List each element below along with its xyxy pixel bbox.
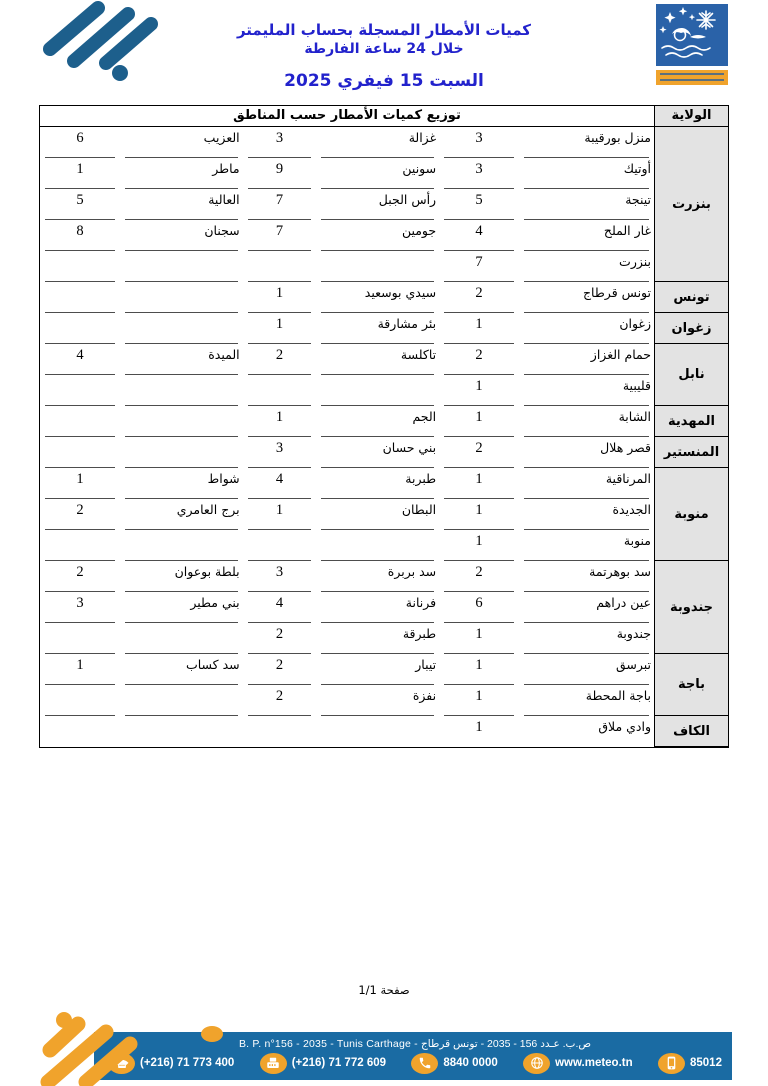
section-rows	[40, 561, 654, 654]
rain-value-cell: 7	[243, 220, 317, 251]
table-section	[40, 282, 728, 313]
rain-value-cell	[243, 251, 317, 282]
section-rows	[40, 282, 654, 313]
rain-value-cell	[40, 530, 120, 561]
governorate-cell: بنزرت	[654, 127, 728, 282]
rain-value-cell: 3	[243, 127, 317, 158]
table-row	[40, 685, 654, 716]
station-name-cell: جندوبة	[519, 623, 654, 654]
rain-value-cell: 1	[243, 406, 317, 437]
station-name-cell	[316, 375, 439, 406]
rain-value-cell: 6	[439, 592, 519, 623]
station-name-cell: سيدي بوسعيد	[316, 282, 439, 313]
station-name-cell: قليبية	[519, 375, 654, 406]
table-section	[40, 468, 728, 561]
report-date: السبت 15 فيفري 2025	[284, 71, 484, 91]
meteorology-emblem-icon	[656, 4, 728, 66]
rain-value-cell: 7	[439, 251, 519, 282]
rain-value-cell: 7	[243, 189, 317, 220]
rain-value-cell	[40, 375, 120, 406]
station-name-cell: الميدة	[120, 344, 243, 375]
rain-value-cell: 1	[439, 654, 519, 685]
page-subtitle: خلال 24 ساعة الفارطة	[304, 41, 464, 57]
rainfall-table	[39, 105, 729, 748]
rain-value-cell	[40, 623, 120, 654]
station-name-cell	[316, 716, 439, 747]
contact-label: 8840 0000	[443, 1057, 498, 1069]
rain-value-cell	[40, 406, 120, 437]
station-name-cell	[120, 530, 243, 561]
contact-label: 85012	[690, 1057, 722, 1069]
table-row	[40, 561, 654, 592]
station-name-cell: البطان	[316, 499, 439, 530]
governorate-cell: تونس	[654, 282, 728, 313]
station-name-cell: الجديدة	[519, 499, 654, 530]
station-name-cell: عين دراهم	[519, 592, 654, 623]
governorate-cell: باجة	[654, 654, 728, 716]
rain-value-cell: 2	[40, 499, 120, 530]
section-rows	[40, 716, 654, 747]
rain-value-cell: 5	[439, 189, 519, 220]
rain-value-cell: 4	[439, 220, 519, 251]
rain-value-cell: 2	[439, 282, 519, 313]
station-name-cell: تبرسق	[519, 654, 654, 685]
rain-value-cell: 1	[439, 623, 519, 654]
rain-value-cell: 1	[439, 468, 519, 499]
section-rows	[40, 127, 654, 282]
rain-value-cell: 8	[40, 220, 120, 251]
contact-label: www.meteo.tn	[555, 1057, 633, 1069]
table-row	[40, 220, 654, 251]
orange-stripes-icon	[38, 1002, 238, 1086]
rain-table-body	[40, 127, 728, 747]
contact-item	[411, 1053, 497, 1074]
station-name-cell: نفزة	[316, 685, 439, 716]
rain-value-cell	[40, 313, 120, 344]
station-name-cell	[120, 685, 243, 716]
rain-value-cell: 4	[40, 344, 120, 375]
footer-decoration	[38, 1002, 238, 1086]
governorate-cell: جندوبة	[654, 561, 728, 654]
rain-value-cell	[40, 251, 120, 282]
table-section	[40, 127, 728, 282]
page-title: كميات الأمطار المسجلة بحساب المليمتر	[236, 21, 532, 39]
rain-value-cell	[243, 716, 317, 747]
station-name-cell	[120, 623, 243, 654]
rain-value-cell: 3	[439, 127, 519, 158]
station-name-cell: الجم	[316, 406, 439, 437]
station-name-cell	[120, 375, 243, 406]
table-header-row	[40, 106, 728, 127]
rain-value-cell: 9	[243, 158, 317, 189]
rain-value-cell: 1	[243, 313, 317, 344]
table-row	[40, 344, 654, 375]
table-row	[40, 716, 654, 747]
section-rows	[40, 437, 654, 468]
station-name-cell: تاكلسة	[316, 344, 439, 375]
table-row	[40, 375, 654, 406]
rain-value-cell: 3	[40, 592, 120, 623]
rain-value-cell: 1	[40, 468, 120, 499]
station-name-cell	[120, 251, 243, 282]
station-name-cell: بني مطير	[120, 592, 243, 623]
rain-value-cell: 1	[243, 499, 317, 530]
station-name-cell: العالية	[120, 189, 243, 220]
station-name-cell	[120, 313, 243, 344]
table-row	[40, 437, 654, 468]
rain-value-cell	[40, 437, 120, 468]
station-name-cell: جومين	[316, 220, 439, 251]
station-name-cell: شواط	[120, 468, 243, 499]
contact-item	[260, 1053, 386, 1074]
rain-value-cell: 1	[439, 375, 519, 406]
table-row	[40, 127, 654, 158]
inm-logo	[656, 4, 728, 85]
station-name-cell: زغوان	[519, 313, 654, 344]
station-name-cell: ماطر	[120, 158, 243, 189]
rain-value-cell: 1	[439, 499, 519, 530]
table-row	[40, 158, 654, 189]
table-section	[40, 406, 728, 437]
governorate-cell: المهدية	[654, 406, 728, 437]
governorate-cell: نابل	[654, 344, 728, 406]
rain-value-cell: 2	[40, 561, 120, 592]
rain-value-cell: 4	[243, 592, 317, 623]
station-name-cell: فرنانة	[316, 592, 439, 623]
station-name-cell: بلطة بوعوان	[120, 561, 243, 592]
table-section	[40, 344, 728, 406]
station-name-cell: طبرقة	[316, 623, 439, 654]
report-header	[0, 20, 768, 91]
rain-value-cell: 2	[439, 344, 519, 375]
distribution-column-header: توزيع كميات الأمطار حسب المناطق	[40, 106, 654, 127]
station-name-cell	[120, 282, 243, 313]
section-rows	[40, 313, 654, 344]
contact-label: (+216) 71 772 609	[291, 1057, 387, 1069]
station-name-cell: سد بربرة	[316, 561, 439, 592]
rain-value-cell: 4	[243, 468, 317, 499]
table-row	[40, 468, 654, 499]
table-row	[40, 530, 654, 561]
rain-value-cell: 1	[439, 313, 519, 344]
station-name-cell: سد بوهرتمة	[519, 561, 654, 592]
table-row	[40, 282, 654, 313]
station-name-cell: بني حسان	[316, 437, 439, 468]
station-name-cell: باجة المحطة	[519, 685, 654, 716]
station-name-cell: المرناقية	[519, 468, 654, 499]
table-section	[40, 716, 728, 747]
rain-value-cell: 3	[243, 561, 317, 592]
station-name-cell: بئر مشارقة	[316, 313, 439, 344]
station-name-cell: سونين	[316, 158, 439, 189]
station-name-cell: الشابة	[519, 406, 654, 437]
station-name-cell: وادي ملاق	[598, 719, 651, 734]
rain-value-cell: 3	[439, 158, 519, 189]
table-section	[40, 654, 728, 716]
fax-icon	[260, 1053, 287, 1074]
rain-value-cell: 6	[40, 127, 120, 158]
table-row	[40, 313, 654, 344]
governorate-cell: منوبة	[654, 468, 728, 561]
table-row	[40, 189, 654, 220]
section-rows	[40, 468, 654, 561]
section-rows	[40, 344, 654, 406]
station-name-cell: تونس قرطاج	[519, 282, 654, 313]
contact-item	[658, 1053, 722, 1074]
station-name-cell: أوتيك	[519, 158, 654, 189]
section-rows	[40, 406, 654, 437]
station-name-cell: غزالة	[316, 127, 439, 158]
rain-value-cell: 1	[475, 719, 483, 735]
station-name-cell: بنزرت	[519, 251, 654, 282]
station-name-cell: سد كساب	[120, 654, 243, 685]
station-name-cell: العزيب	[120, 127, 243, 158]
table-row	[40, 623, 654, 654]
contact-item	[523, 1053, 633, 1074]
rain-value-cell	[40, 282, 120, 313]
governorate-cell: المنستير	[654, 437, 728, 468]
page-number: صفحة 1/1	[358, 983, 410, 997]
mobile-icon	[658, 1053, 685, 1074]
handset-icon	[411, 1053, 438, 1074]
station-name-cell: طبربة	[316, 468, 439, 499]
rain-value-cell: 5	[40, 189, 120, 220]
rain-value-cell: 1	[439, 685, 519, 716]
station-name-cell	[316, 530, 439, 561]
station-name-cell: تيبار	[316, 654, 439, 685]
rain-value-cell: 3	[243, 437, 317, 468]
station-name-cell: سجنان	[120, 220, 243, 251]
governorate-cell: زغوان	[654, 313, 728, 344]
station-name-cell: منزل بورقيبة	[519, 127, 654, 158]
rain-value-cell: 2	[243, 654, 317, 685]
rain-value-cell: 2	[439, 437, 519, 468]
table-section	[40, 437, 728, 468]
rain-value-cell: 1	[439, 530, 519, 561]
rain-value-cell	[243, 375, 317, 406]
section-rows	[40, 654, 654, 716]
rain-value-cell	[40, 685, 120, 716]
table-row	[40, 406, 654, 437]
governorate-cell: الكاف	[654, 716, 728, 747]
table-row	[40, 592, 654, 623]
rain-value-cell	[40, 716, 120, 747]
station-name-cell: حمام الغزاز	[519, 344, 654, 375]
station-name-cell: برج العامري	[120, 499, 243, 530]
rain-value-cell	[243, 530, 317, 561]
rain-value-cell: 2	[243, 623, 317, 654]
station-name-cell: رأس الجبل	[316, 189, 439, 220]
rain-value-cell: 1	[439, 406, 519, 437]
table-section	[40, 561, 728, 654]
table-row	[40, 499, 654, 530]
rain-value-cell: 1	[40, 654, 120, 685]
rain-value-cell: 2	[243, 344, 317, 375]
station-name-cell: قصر هلال	[519, 437, 654, 468]
table-section	[40, 313, 728, 344]
station-name-cell: منوبة	[519, 530, 654, 561]
station-name-cell	[120, 406, 243, 437]
table-row	[40, 654, 654, 685]
contact-label: (+216) 71 773 400	[140, 1057, 235, 1069]
station-name-cell: تينجة	[519, 189, 654, 220]
rain-value-cell: 2	[243, 685, 317, 716]
station-name-cell	[120, 437, 243, 468]
globe-icon	[523, 1053, 550, 1074]
rain-value-cell: 1	[40, 158, 120, 189]
station-name-cell	[316, 251, 439, 282]
rain-value-cell: 1	[243, 282, 317, 313]
rain-value-cell: 2	[439, 561, 519, 592]
table-row	[40, 251, 654, 282]
inm-logo-caption-band	[656, 70, 728, 85]
address-line: B. P. n°156 - 2035 - Tunis Carthage - ص.ب. عـدد 156 - 2035 - تونس قرطاج	[238, 1037, 592, 1050]
governorate-column-header: الولاية	[654, 106, 728, 127]
station-name-cell	[120, 716, 243, 747]
station-name-cell: غار الملح	[519, 220, 654, 251]
